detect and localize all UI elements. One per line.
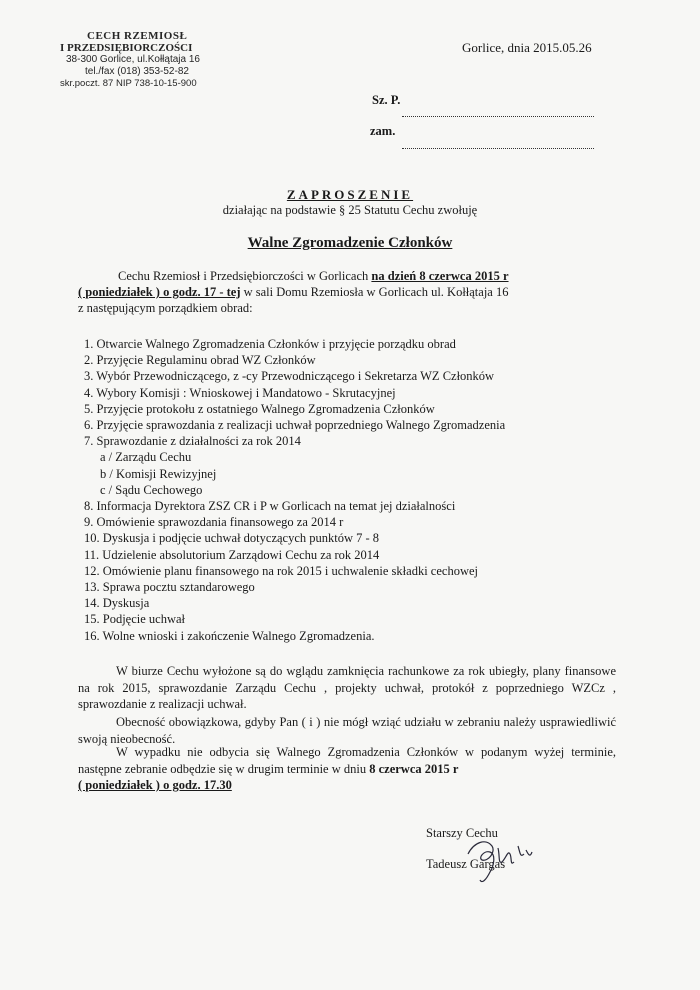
agenda-item: 10. Dyskusja i podjęcie uchwał dotyczących punktów 7 - 8: [84, 531, 380, 546]
intro-date: na dzień 8 czerwca 2015 r: [371, 269, 509, 283]
second-term-date: 8 czerwca 2015 r: [369, 761, 459, 776]
stamp-line-2: I PRZEDSIĘBIORCZOŚCI: [60, 42, 193, 54]
agenda-item: 11. Udzielenie absolutorium Zarządowi Cechu za rok 2014: [84, 547, 380, 562]
second-term-time: ( poniedziałek ) o godz. 17.30: [78, 778, 232, 792]
document-subtitle: działając na podstawie § 25 Statutu Cechu zwołuję: [222, 203, 478, 217]
attendance-paragraph: Obecność obowiązkowa, gdyby Pan ( i ) nie mógł wziąć udziału w zebraniu należy usprawiedliwić swoją nieobecność.: [78, 715, 616, 746]
stamp-line-3: 38-300 Gorlice, ul.Kołłątaja 16: [66, 54, 200, 65]
stamp-line-4: tel./fax (018) 353-52-82: [85, 66, 189, 77]
handwritten-signature: [440, 832, 550, 892]
agenda-item: 4. Wybory Komisji : Wnioskowej i Mandatowo - Skrutacyjnej: [84, 385, 396, 400]
stamp-line-1: CECH RZEMIOSŁ: [87, 30, 188, 42]
agenda-subitem: b / Komisji Rewizyjnej: [100, 466, 217, 481]
recipient-name-line: [402, 116, 594, 117]
document-date: Gorlice, dnia 2015.05.26: [462, 40, 592, 55]
documents-paragraph: W biurze Cechu wyłożone są do wglądu zamknięcia rachunkowe za rok ubiegły, plany finansowe na rok 2015, sprawozdanie Zarządu Cechu , projekty uchwał, protokół z poprzedniego WZCz , sprawozdanie z realizacji uchwał.: [78, 664, 616, 711]
agenda-item: 9. Omówienie sprawozdania finansowego za 2014 r: [84, 515, 344, 530]
agenda-subitem: c / Sądu Cechowego: [100, 482, 203, 497]
meeting-heading: Walne Zgromadzenie Członków: [247, 235, 453, 251]
intro-paragraph: [78, 268, 618, 316]
agenda-item: 1. Otwarcie Walnego Zgromadzenia Członków i przyjęcie porządku obrad: [84, 337, 456, 351]
agenda-item: 5. Przyjęcie protokołu z ostatniego Walnego Zgromadzenia Członków: [84, 401, 435, 416]
signature-name: Tadeusz Gargas: [426, 857, 506, 871]
agenda-item: 2. Przyjęcie Regulaminu obrad WZ Członków: [84, 353, 316, 368]
recipient-address-label: zam.: [370, 124, 396, 138]
agenda-item: 16. Wolne wnioski i zakończenie Walnego Zgromadzenia.: [84, 628, 375, 643]
agenda-item: 15. Podjęcie uchwał: [84, 612, 186, 627]
agenda-item: 12. Omówienie planu finansowego na rok 2015 i uchwalenie składki cechowej: [84, 563, 478, 578]
document-title: ZAPROSZENIE: [286, 187, 414, 202]
agenda-item: 8. Informacja Dyrektora ZSZ CR i P w Gorlicach na temat jej działalności: [84, 499, 456, 514]
stamp-line-5: skr.poczt. 87 NIP 738-10-15-900: [60, 78, 197, 89]
recipient-name-label: Sz. P.: [372, 93, 401, 107]
intro-day-time: ( poniedziałek ) o godz. 17 - tej: [78, 285, 241, 299]
intro-part-1: Cechu Rzemiosł i Przedsiębiorczości w Gorlicach: [118, 269, 372, 283]
second-term-text: W wypadku nie odbycia się Walnego Zgromadzenia Członków w podanym wyżej terminie, następne zebranie odbędzie się w drugim terminie w dniu: [78, 745, 616, 776]
second-term-paragraph: [78, 744, 616, 794]
recipient-address-line: [402, 148, 594, 149]
agenda-item: 3. Wybór Przewodniczącego, z -cy Przewodniczącego i Sekretarza WZ Członków: [84, 369, 495, 384]
intro-place: w sali Domu Rzemiosła w Gorlicach ul. Kołłątaja 16: [240, 285, 509, 299]
agenda-item: 6. Przyjęcie sprawozdania z realizacji uchwał poprzedniego Walnego Zgromadzenia: [84, 418, 506, 433]
agenda-item: 14. Dyskusja: [84, 596, 150, 611]
agenda-list: [84, 336, 505, 644]
agenda-subitem: a / Zarządu Cechu: [100, 450, 192, 465]
agenda-item: 7. Sprawozdanie z działalności za rok 2014: [84, 434, 301, 449]
organization-stamp: [60, 30, 230, 90]
intro-agenda-lead: z następującym porządkiem obrad:: [78, 301, 253, 315]
agenda-item: 13. Sprawa pocztu sztandarowego: [84, 580, 255, 595]
signature-role: Starszy Cechu: [426, 826, 498, 840]
